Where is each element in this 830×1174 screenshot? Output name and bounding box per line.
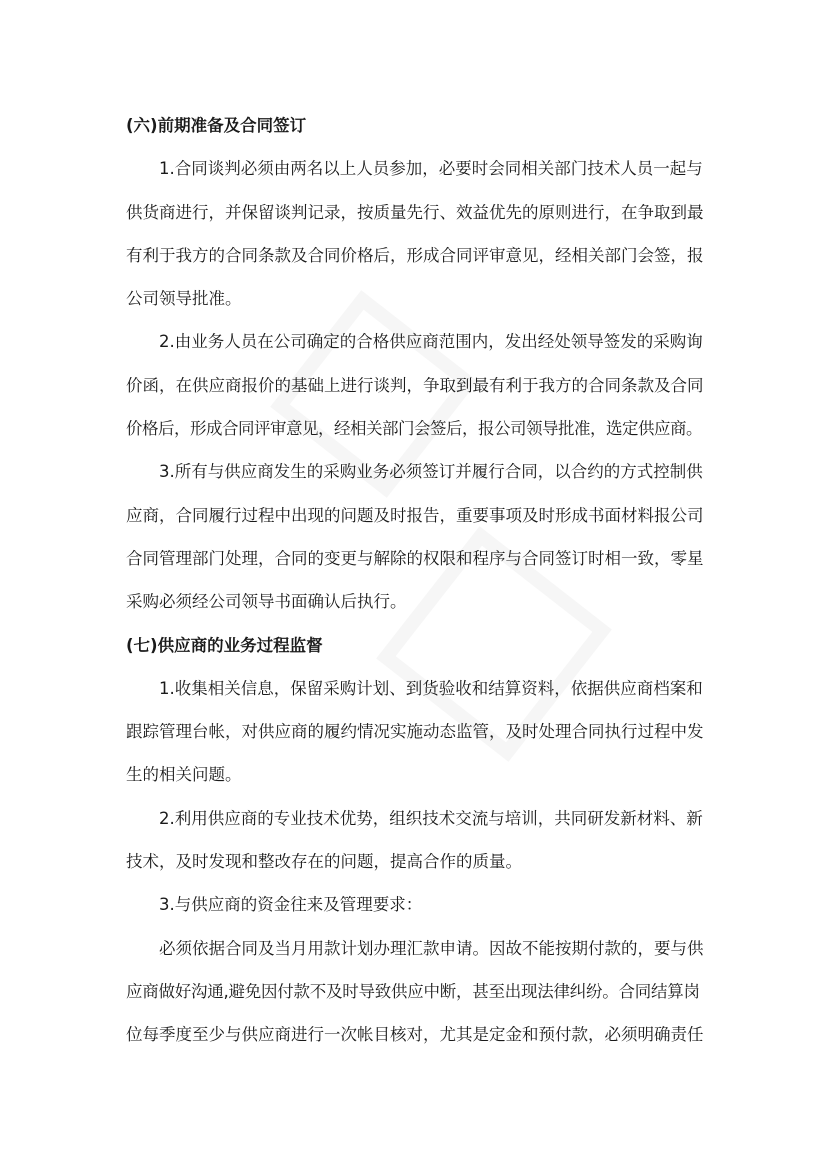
- text-line: 位每季度至少与供应商进行一次帐目核对，尤其是定金和预付款，必须明确责任: [126, 1025, 704, 1045]
- text-line: 3.与供应商的资金往来及管理要求：: [159, 895, 423, 915]
- text-line: 采购必须经公司领导书面确认后执行。: [126, 592, 407, 612]
- text-line: 3.所有与供应商发生的采购业务必须签订并履行合同，以合约的方式控制供: [159, 462, 703, 482]
- text-line: 生的相关问题。: [126, 765, 242, 785]
- text-line: 价函，在供应商报价的基础上进行谈判，争取到最有利于我方的合同条款及合同: [126, 375, 704, 395]
- paragraph: [126, 883, 706, 926]
- paragraph: [126, 147, 706, 320]
- text-line: 公司领导批准。: [126, 289, 242, 309]
- text-line: 2.利用供应商的专业技术优势，组织技术交流与培训，共同研发新材料、新: [159, 808, 703, 828]
- text-line: 价格后，形成合同评审意见，经相关部门会签后，报公司领导批准，选定供应商。: [126, 419, 702, 439]
- text-line: 必须依据合同及当月用款计划办理汇款申请。因故不能按期付款的，要与供: [159, 938, 704, 958]
- paragraph: [126, 927, 706, 1057]
- text-line: 合同管理部门处理，合同的变更与解除的权限和程序与合同签订时相一致，零星: [126, 548, 704, 568]
- text-line: 1.合同谈判必须由两名以上人员参加，必要时会同相关部门技术人员一起与: [159, 159, 703, 179]
- section-heading: (六)前期准备及合同签订: [126, 116, 307, 135]
- text-line: 技术，及时发现和整改存在的问题，提高合作的质量。: [126, 852, 522, 872]
- paragraph: [126, 797, 706, 884]
- text-line: 供货商进行，并保留谈判记录，按质量先行、效益优先的原则进行，在争取到最: [126, 202, 704, 222]
- text-line: 应商，合同履行过程中出现的问题及时报告，重要事项及时形成书面材料报公司: [126, 505, 704, 525]
- document-body: [126, 104, 706, 1057]
- paragraph: [126, 320, 706, 450]
- text-line: 应商做好沟通,避免因付款不及时导致供应中断，甚至出现法律纠纷。合同结算岗: [126, 981, 700, 1001]
- text-line: 有利于我方的合同条款及合同价格后，形成合同评审意见，经相关部门会签，报: [126, 245, 704, 265]
- text-line: 跟踪管理台帐，对供应商的履约情况实施动态监管，及时处理合同执行过程中发: [126, 722, 704, 742]
- text-line: 1.收集相关信息，保留采购计划、到货验收和结算资料，依据供应商档案和: [159, 678, 703, 698]
- text-line: 2.由业务人员在公司确定的合格供应商范围内，发出经处领导签发的采购询: [159, 332, 703, 352]
- paragraph: [126, 450, 706, 623]
- section-heading: (七)供应商的业务过程监督: [126, 635, 323, 655]
- paragraph: [126, 667, 706, 797]
